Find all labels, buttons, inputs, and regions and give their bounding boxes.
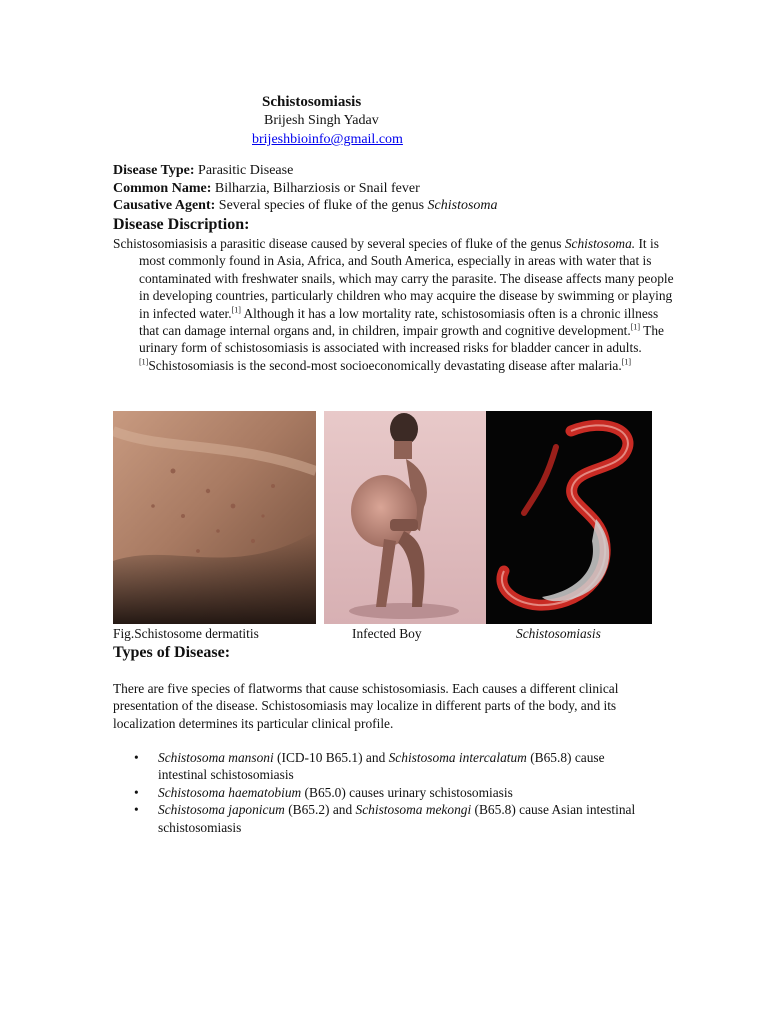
species-text: (ICD-10 B65.1) and: [273, 750, 389, 765]
species-name: Schistosoma mansoni: [158, 750, 274, 765]
description-heading: Disease Discription:: [113, 216, 250, 233]
schistosoma-worm-image: [486, 411, 652, 624]
reference-link[interactable]: [1]: [621, 357, 632, 367]
species-name: Schistosoma haematobium: [158, 784, 302, 800]
causative-agent-row: [113, 197, 673, 215]
desc-text-5: Schistosomiasis is the second-most socioeconomically devastating disease after malaria.: [148, 357, 622, 373]
desc-text-2: It is most commonly found in Asia, Africa, and South America, especially in areas with water that is contaminated with freshwater snails, which may carry the parasite. The disease affects many people in developing countries, particularly children who may acquire the disease by swimming or playing in infected water.: [139, 236, 674, 321]
desc-genus: Schistosoma.: [564, 236, 636, 251]
species-name: Schistosoma intercalatum: [388, 750, 527, 765]
author-name: Brijesh Singh Yadav: [264, 113, 379, 128]
list-item: [113, 801, 653, 836]
common-name-row: [113, 180, 673, 198]
caption-schistosomiasis: Schistosomiasis: [516, 626, 601, 641]
title-block: [252, 92, 522, 149]
common-name-value: Bilharzia, Bilharziosis or Snail fever: [211, 180, 420, 196]
dermatitis-image: [113, 411, 316, 624]
caption-infected-boy: Infected Boy: [352, 626, 422, 641]
description-paragraph: [113, 235, 679, 374]
bullet-icon: •: [134, 750, 139, 765]
species-name: Schistosoma mekongi: [355, 802, 472, 818]
common-name-label: Common Name:: [113, 180, 212, 196]
species-list: [113, 749, 653, 836]
causative-agent-value: Several species of fluke of the genus: [215, 198, 428, 213]
caption-dermatitis: Fig.Schistosome dermatitis: [113, 626, 259, 641]
types-heading: Types of Disease:: [113, 644, 231, 661]
reference-link[interactable]: [1]: [231, 305, 241, 315]
author-email-link[interactable]: brijeshbioinfo@gmail.com: [252, 132, 403, 147]
causative-agent-genus: Schistosoma: [427, 198, 498, 213]
reference-link[interactable]: [1]: [630, 322, 641, 332]
species-text: (B65.2) and: [284, 802, 356, 818]
species-text: (B65.0) causes urinary schistosomiasis: [301, 784, 513, 800]
desc-text-4: The urinary form of schistosomiasis is associated with increased risks for bladder cancer in adults.: [139, 323, 664, 356]
document-title: Schistosomiasis: [262, 94, 362, 110]
species-text: (B65.8) cause Asian intestinal schistosomiasis: [158, 802, 636, 835]
list-item: [113, 749, 653, 784]
desc-text-3: Although it has a low mortality rate, schistosomiasis often is a chronic illness that can damage internal organs and, in children, impair growth and cognitive development.: [139, 305, 659, 339]
disease-type-row: [113, 162, 673, 180]
infected-boy-image: [324, 411, 486, 624]
bullet-icon: •: [134, 802, 139, 818]
bullet-icon: •: [134, 784, 139, 800]
types-intro-paragraph: There are five species of flatworms that cause schistosomiasis. Each causes a different clinical presentation of the disease. Schistosomiasis may localize in different parts of the body, and its localization determines its particular clinical profile.: [113, 681, 619, 731]
disease-type-label: Disease Type:: [113, 163, 195, 178]
reference-link[interactable]: [1]: [139, 357, 149, 367]
species-text: (B65.8) cause intestinal schistosomiasis: [158, 750, 605, 783]
list-item: [113, 784, 653, 801]
disease-metadata: [113, 162, 673, 215]
figure-row: [113, 411, 653, 625]
disease-type-value: Parasitic Disease: [194, 163, 294, 178]
species-name: Schistosoma japonicum: [158, 802, 285, 818]
causative-agent-label: Causative Agent:: [113, 198, 216, 213]
desc-text-1: Schistosomiasisis a parasitic disease caused by several species of fluke of the genus: [113, 236, 565, 251]
